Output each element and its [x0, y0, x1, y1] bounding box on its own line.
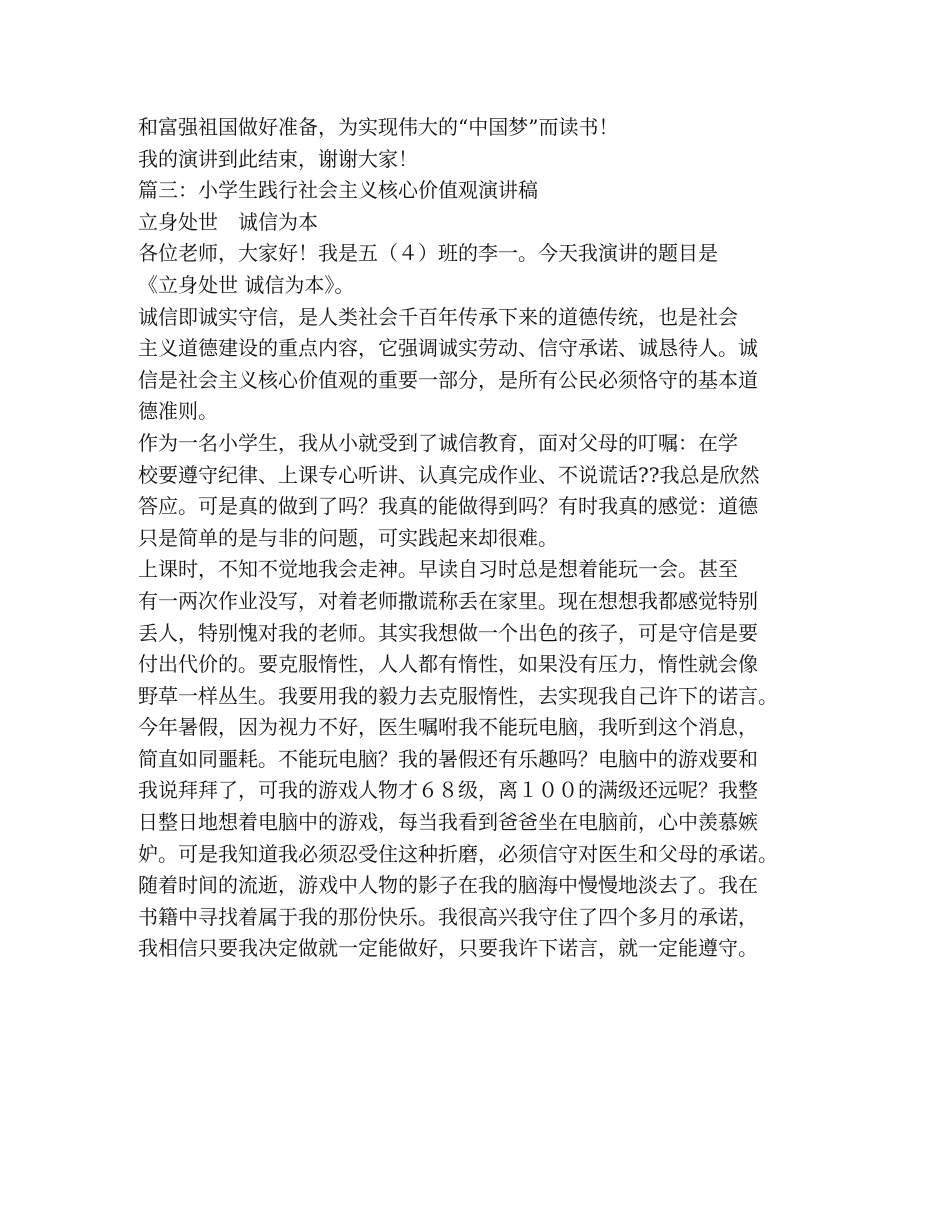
text-line: 我的演讲到此结束，谢谢大家！ [138, 146, 418, 171]
speech-title: 立身处世 诚信为本 [138, 209, 318, 234]
text-line: 和富强祖国做好准备，为实现伟大的“中国梦”而读书！ [138, 115, 619, 139]
text-line: 简直如同噩耗。不能玩电脑？我的暑假还有乐趣吗？电脑中的游戏要和 [138, 746, 758, 771]
text-line: 《立身处世 诚信为本》。 [138, 272, 355, 297]
text-line: 今年暑假，因为视力不好，医生嘱咐我不能玩电脑，我听到这个消息， [138, 715, 758, 740]
text-line: 随着时间的流逝，游戏中人物的影子在我的脑海中慢慢地淡去了。我在 [138, 873, 758, 898]
text-line: 各位老师，大家好！我是五（４）班的李一。今天我演讲的题目是 [138, 241, 718, 266]
text-line: 只是简单的是与非的问题，可实践起来却很难。 [138, 525, 558, 550]
text-line: 主义道德建设的重点内容，它强调诚实劳动、信守承诺、诚恳待人。诚 [138, 336, 758, 361]
text-line: 信是社会主义核心价值观的重要一部分，是所有公民必须恪守的基本道 [138, 367, 758, 392]
text-line: 书籍中寻找着属于我的那份快乐。我很高兴我守住了四个多月的承诺， [138, 904, 758, 929]
section-heading: 篇三：小学生践行社会主义核心价值观演讲稿 [138, 178, 538, 203]
text-line: 付出代价的。要克服惰性，人人都有惰性，如果没有压力，惰性就会像 [138, 652, 758, 677]
text-line: 我说拜拜了，可我的游戏人物才６８级，离１００的满级还远呢？我整 [138, 778, 758, 803]
text-line: 德准则。 [138, 399, 218, 424]
text-line: 上课时，不知不觉地我会走神。早读自习时总是想着能玩一会。甚至 [138, 557, 738, 582]
document-body [138, 112, 828, 965]
text-line: 妒。可是我知道我必须忍受住这种折磨，必须信守对医生和父母的承诺。 [138, 841, 778, 866]
text-line: 答应。可是真的做到了吗？我真的能做得到吗？有时我真的感觉：道德 [138, 494, 758, 519]
text-line: 诚信即诚实守信，是人类社会千百年传承下来的道德传统，也是社会 [138, 304, 738, 329]
text-line: 有一两次作业没写，对着老师撒谎称丢在家里。现在想想我都感觉特别 [138, 588, 758, 613]
text-line: 校要遵守纪律、上课专心听讲、认真完成作业、不说谎话??我总是欣然 [138, 462, 760, 487]
text-line: 野草一样丛生。我要用我的毅力去克服惰性，去实现我自己许下的诺言。 [138, 683, 778, 708]
text-line: 丢人，特别愧对我的老师。其实我想做一个出色的孩子，可是守信是要 [138, 620, 758, 645]
text-line: 作为一名小学生，我从小就受到了诚信教育，面对父母的叮嘱：在学 [138, 430, 738, 455]
text-line: 日整日地想着电脑中的游戏，每当我看到爸爸坐在电脑前，心中羡慕嫉 [138, 810, 758, 835]
text-line: 我相信只要我决定做就一定能做好，只要我许下诺言，就一定能遵守。 [138, 936, 758, 961]
